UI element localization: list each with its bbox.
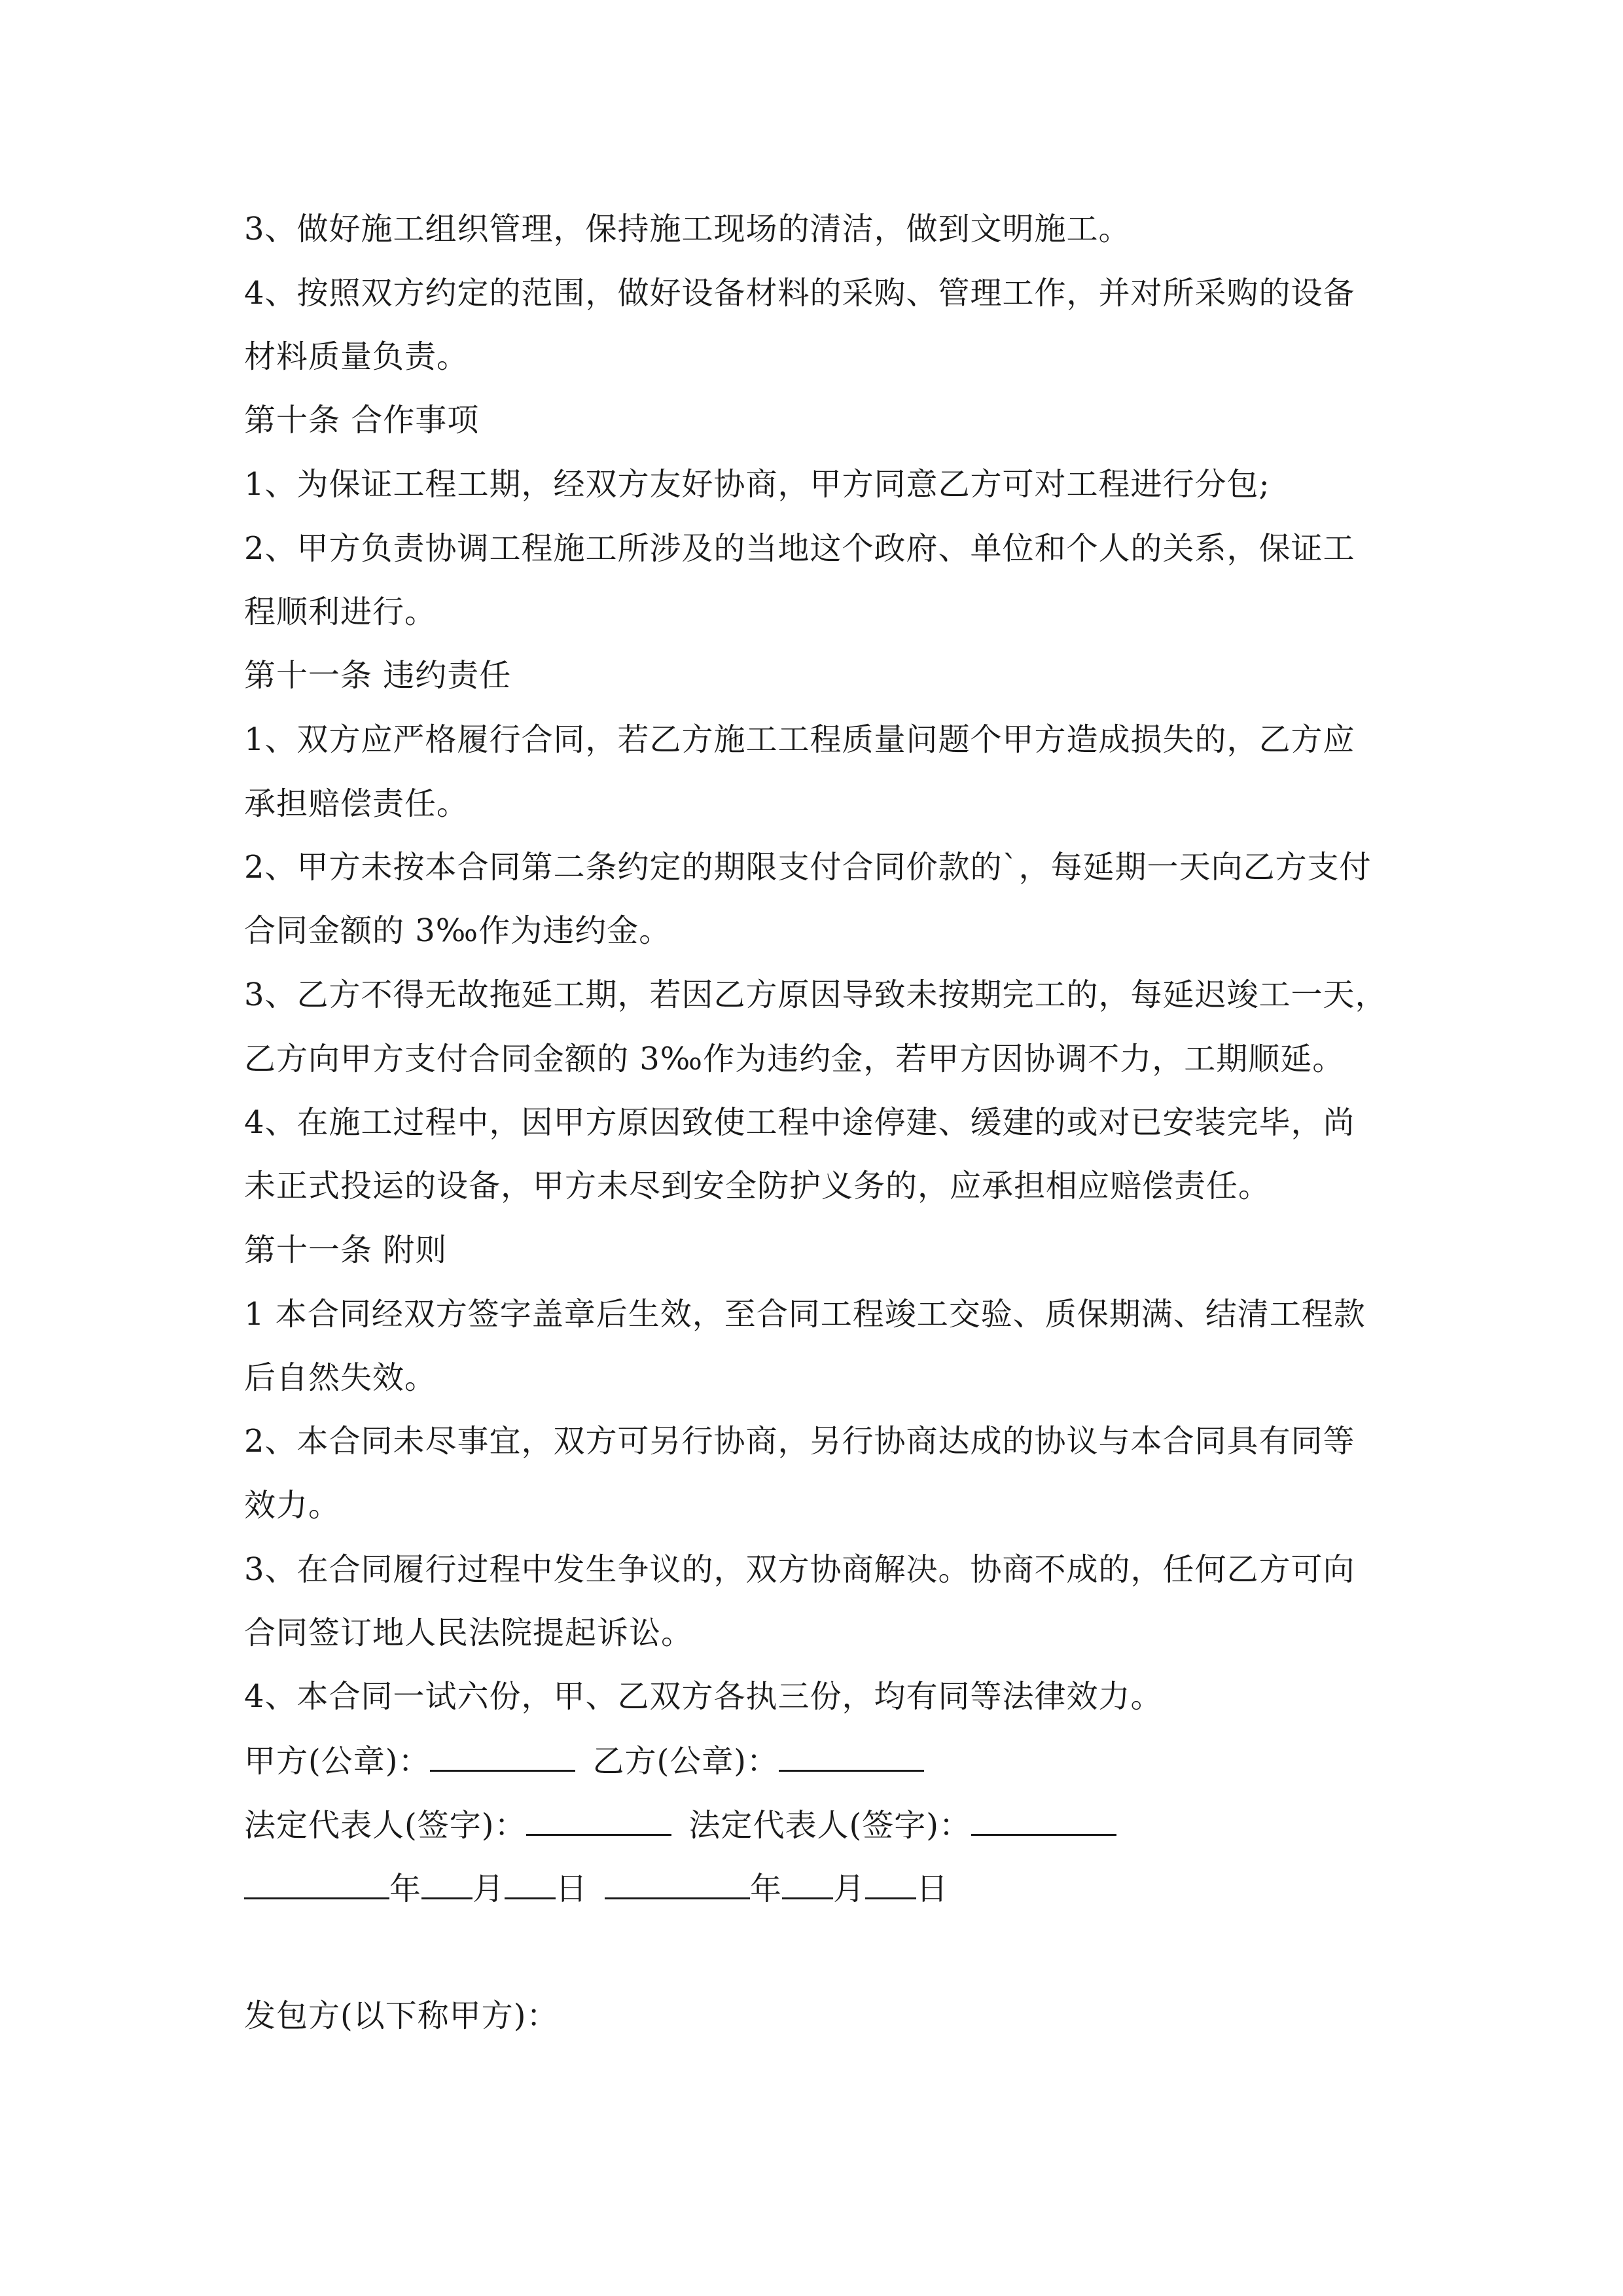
clause-line: 3、乙方不得无故拖延工期，若因乙方原因导致未按期完工的，每延迟竣工一天， — [244, 977, 1387, 1013]
section-heading: 第十一条 违约责任 — [244, 657, 512, 694]
signature-date-row — [244, 1869, 1396, 1909]
month-label: 月 — [833, 1871, 866, 1907]
clause-line: 4、本合同一试六份，甲、乙双方各执三份，均有同等法律效力。 — [244, 1678, 1163, 1715]
clause-line: 乙方向甲方支付合同金额的 3‰作为违约金，若甲方因协调不力，工期顺延。 — [244, 1041, 1345, 1077]
clause-line: 材料质量负责。 — [244, 338, 469, 375]
clause-line: 3、做好施工组织管理，保持施工现场的清洁，做到文明施工。 — [244, 211, 1131, 247]
party-a-seal-label: 甲方(公章)： — [244, 1743, 431, 1780]
clause-line: 效力。 — [244, 1487, 341, 1524]
signature-rep-row — [244, 1805, 1396, 1845]
clause-line: 4、在施工过程中，因甲方原因致使工程中途停建、缓建的或对已安装完毕，尚 — [244, 1104, 1355, 1141]
month-a-blank — [421, 1869, 473, 1899]
clause-line: 1 本合同经双方签字盖章后生效，至合同工程竣工交验、质保期满、结清工程款 — [244, 1296, 1366, 1333]
clause-line: 合同签订地人民法院提起诉讼。 — [244, 1615, 694, 1651]
legal-rep-a-blank — [526, 1805, 671, 1836]
year-label: 年 — [750, 1871, 783, 1907]
year-b-blank — [605, 1869, 750, 1899]
clause-line: 2、甲方未按本合同第二条约定的期限支付合同价款的`，每延期一天向乙方支付 — [244, 849, 1372, 886]
clause-line: 未正式投运的设备，甲方未尽到安全防护义务的，应承担相应赔偿责任。 — [244, 1168, 1271, 1204]
clause-line: 2、本合同未尽事宜，双方可另行协商，另行协商达成的协议与本合同具有同等 — [244, 1423, 1355, 1460]
party-a-seal-blank — [430, 1741, 575, 1772]
clause-line: 合同金额的 3‰作为违约金。 — [244, 912, 671, 949]
legal-rep-b-label: 法定代表人(签字)： — [688, 1807, 971, 1844]
year-label: 年 — [389, 1871, 422, 1907]
clause-line: 程顺利进行。 — [244, 594, 437, 630]
signature-seal-row — [244, 1741, 1396, 1781]
party-b-seal-label: 乙方(公章)： — [592, 1743, 779, 1780]
clause-line: 1、为保证工程工期，经双方友好协商，甲方同意乙方可对工程进行分包; — [244, 466, 1270, 503]
month-label: 月 — [473, 1871, 505, 1907]
clause-line: 2、甲方负责协调工程施工所涉及的当地这个政府、单位和个人的关系，保证工 — [244, 530, 1355, 567]
clause-line: 1、双方应严格履行合同，若乙方施工工程质量问题个甲方造成损失的，乙方应 — [244, 721, 1355, 758]
year-a-blank — [244, 1869, 389, 1899]
legal-rep-b-blank — [971, 1805, 1116, 1836]
party-b-seal-blank — [779, 1741, 924, 1772]
clause-line: 4、按照双方约定的范围，做好设备材料的采购、管理工作，并对所采购的设备 — [244, 275, 1355, 312]
day-label: 日 — [556, 1871, 588, 1907]
day-a-blank — [505, 1869, 556, 1899]
legal-rep-a-label: 法定代表人(签字)： — [244, 1807, 527, 1844]
day-label: 日 — [916, 1871, 949, 1907]
section-heading: 第十条 合作事项 — [244, 402, 480, 439]
clause-line: 承担赔偿责任。 — [244, 785, 469, 822]
clause-line: 3、在合同履行过程中发生争议的，双方协商解决。协商不成的，任何乙方可向 — [244, 1551, 1355, 1588]
next-contract-heading: 发包方(以下称甲方)： — [244, 1998, 559, 2034]
day-b-blank — [865, 1869, 916, 1899]
section-heading: 第十一条 附则 — [244, 1232, 448, 1268]
month-b-blank — [782, 1869, 833, 1899]
clause-line: 后自然失效。 — [244, 1359, 437, 1396]
